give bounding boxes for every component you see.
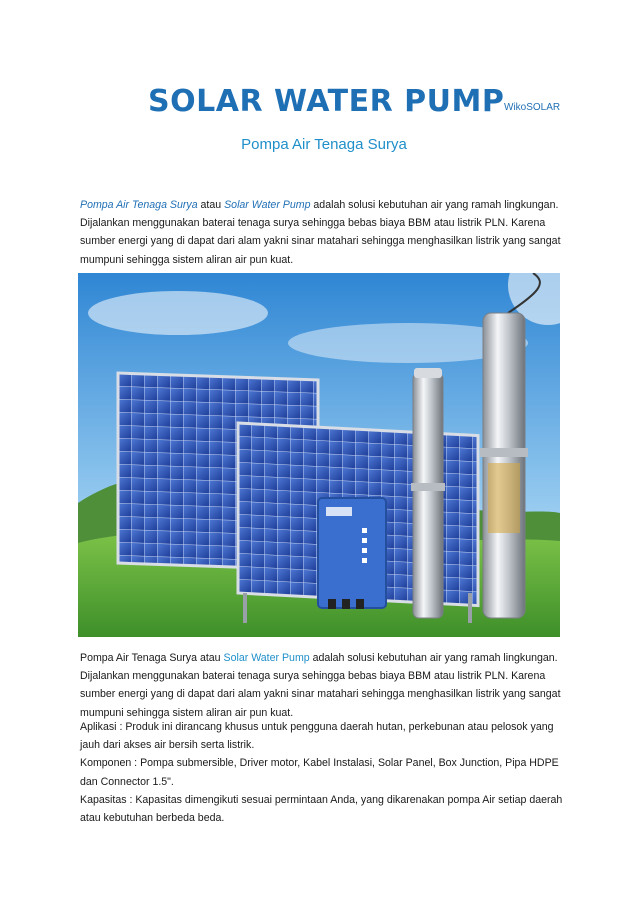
intro-paragraph xyxy=(80,196,570,269)
title-row xyxy=(0,84,638,124)
details-block xyxy=(80,718,570,827)
intro-connector: atau xyxy=(197,199,225,211)
komponen-text: Komponen : Pompa submersible, Driver motor, Kabel Instalasi, Solar Panel, Box Junction, Pipa HDPE dan Connector 1.5". xyxy=(80,757,559,788)
intro-term-solar: Solar Water Pump xyxy=(224,199,311,211)
body-paragraph xyxy=(80,649,570,722)
page-subtitle: Pompa Air Tenaga Surya xyxy=(241,136,407,153)
brand-label: WikoSOLAR xyxy=(504,102,561,113)
body-term-solar: Solar Water Pump xyxy=(223,652,310,664)
aplikasi-text: Aplikasi : Produk ini dirancang khusus untuk pengguna daerah hutan, perkebunan atau pelosok yang jauh dari akses air bersih serta listrik. xyxy=(80,721,554,752)
page-title: SOLAR WATER PUMP xyxy=(148,84,505,119)
kapasitas-text: Kapasitas : Kapasitas dimengikuti sesuai permintaan Anda, yang dikarenakan pompa Air setiap daerah atau kebutuhan berbeda beda. xyxy=(80,793,563,825)
product-photo xyxy=(78,273,560,637)
pump-small xyxy=(411,368,445,618)
controller-box xyxy=(318,498,386,609)
intro-term-pompa: Pompa Air Tenaga Surya xyxy=(80,199,198,211)
body-connector: atau xyxy=(197,652,224,664)
body-text: adalah solusi kebutuhan air yang ramah lingkungan. Dijalankan menggunakan baterai tenaga surya sehingga bebas biaya BBM atau listrik PLN. Karena sumber energi yang di dapat dari alam yakni sinar matahari sehingga menghasilkan listrik yang sangat mumpuni sehingga sistem aliran air pun kuat. xyxy=(80,652,561,719)
body-term-pompa: Pompa Air Tenaga Surya xyxy=(80,652,197,664)
solar-pump-illustration xyxy=(78,273,560,637)
intro-text: adalah solusi kebutuhan air yang ramah lingkungan. Dijalankan menggunakan baterai tenaga surya sehingga bebas biaya BBM atau listrik PLN. Karena sumber energi yang di dapat dari alam yakni sinar matahari sehingga menghasilkan listrik yang sangat mumpuni sehingga sistem aliran air pun kuat. xyxy=(80,199,561,266)
